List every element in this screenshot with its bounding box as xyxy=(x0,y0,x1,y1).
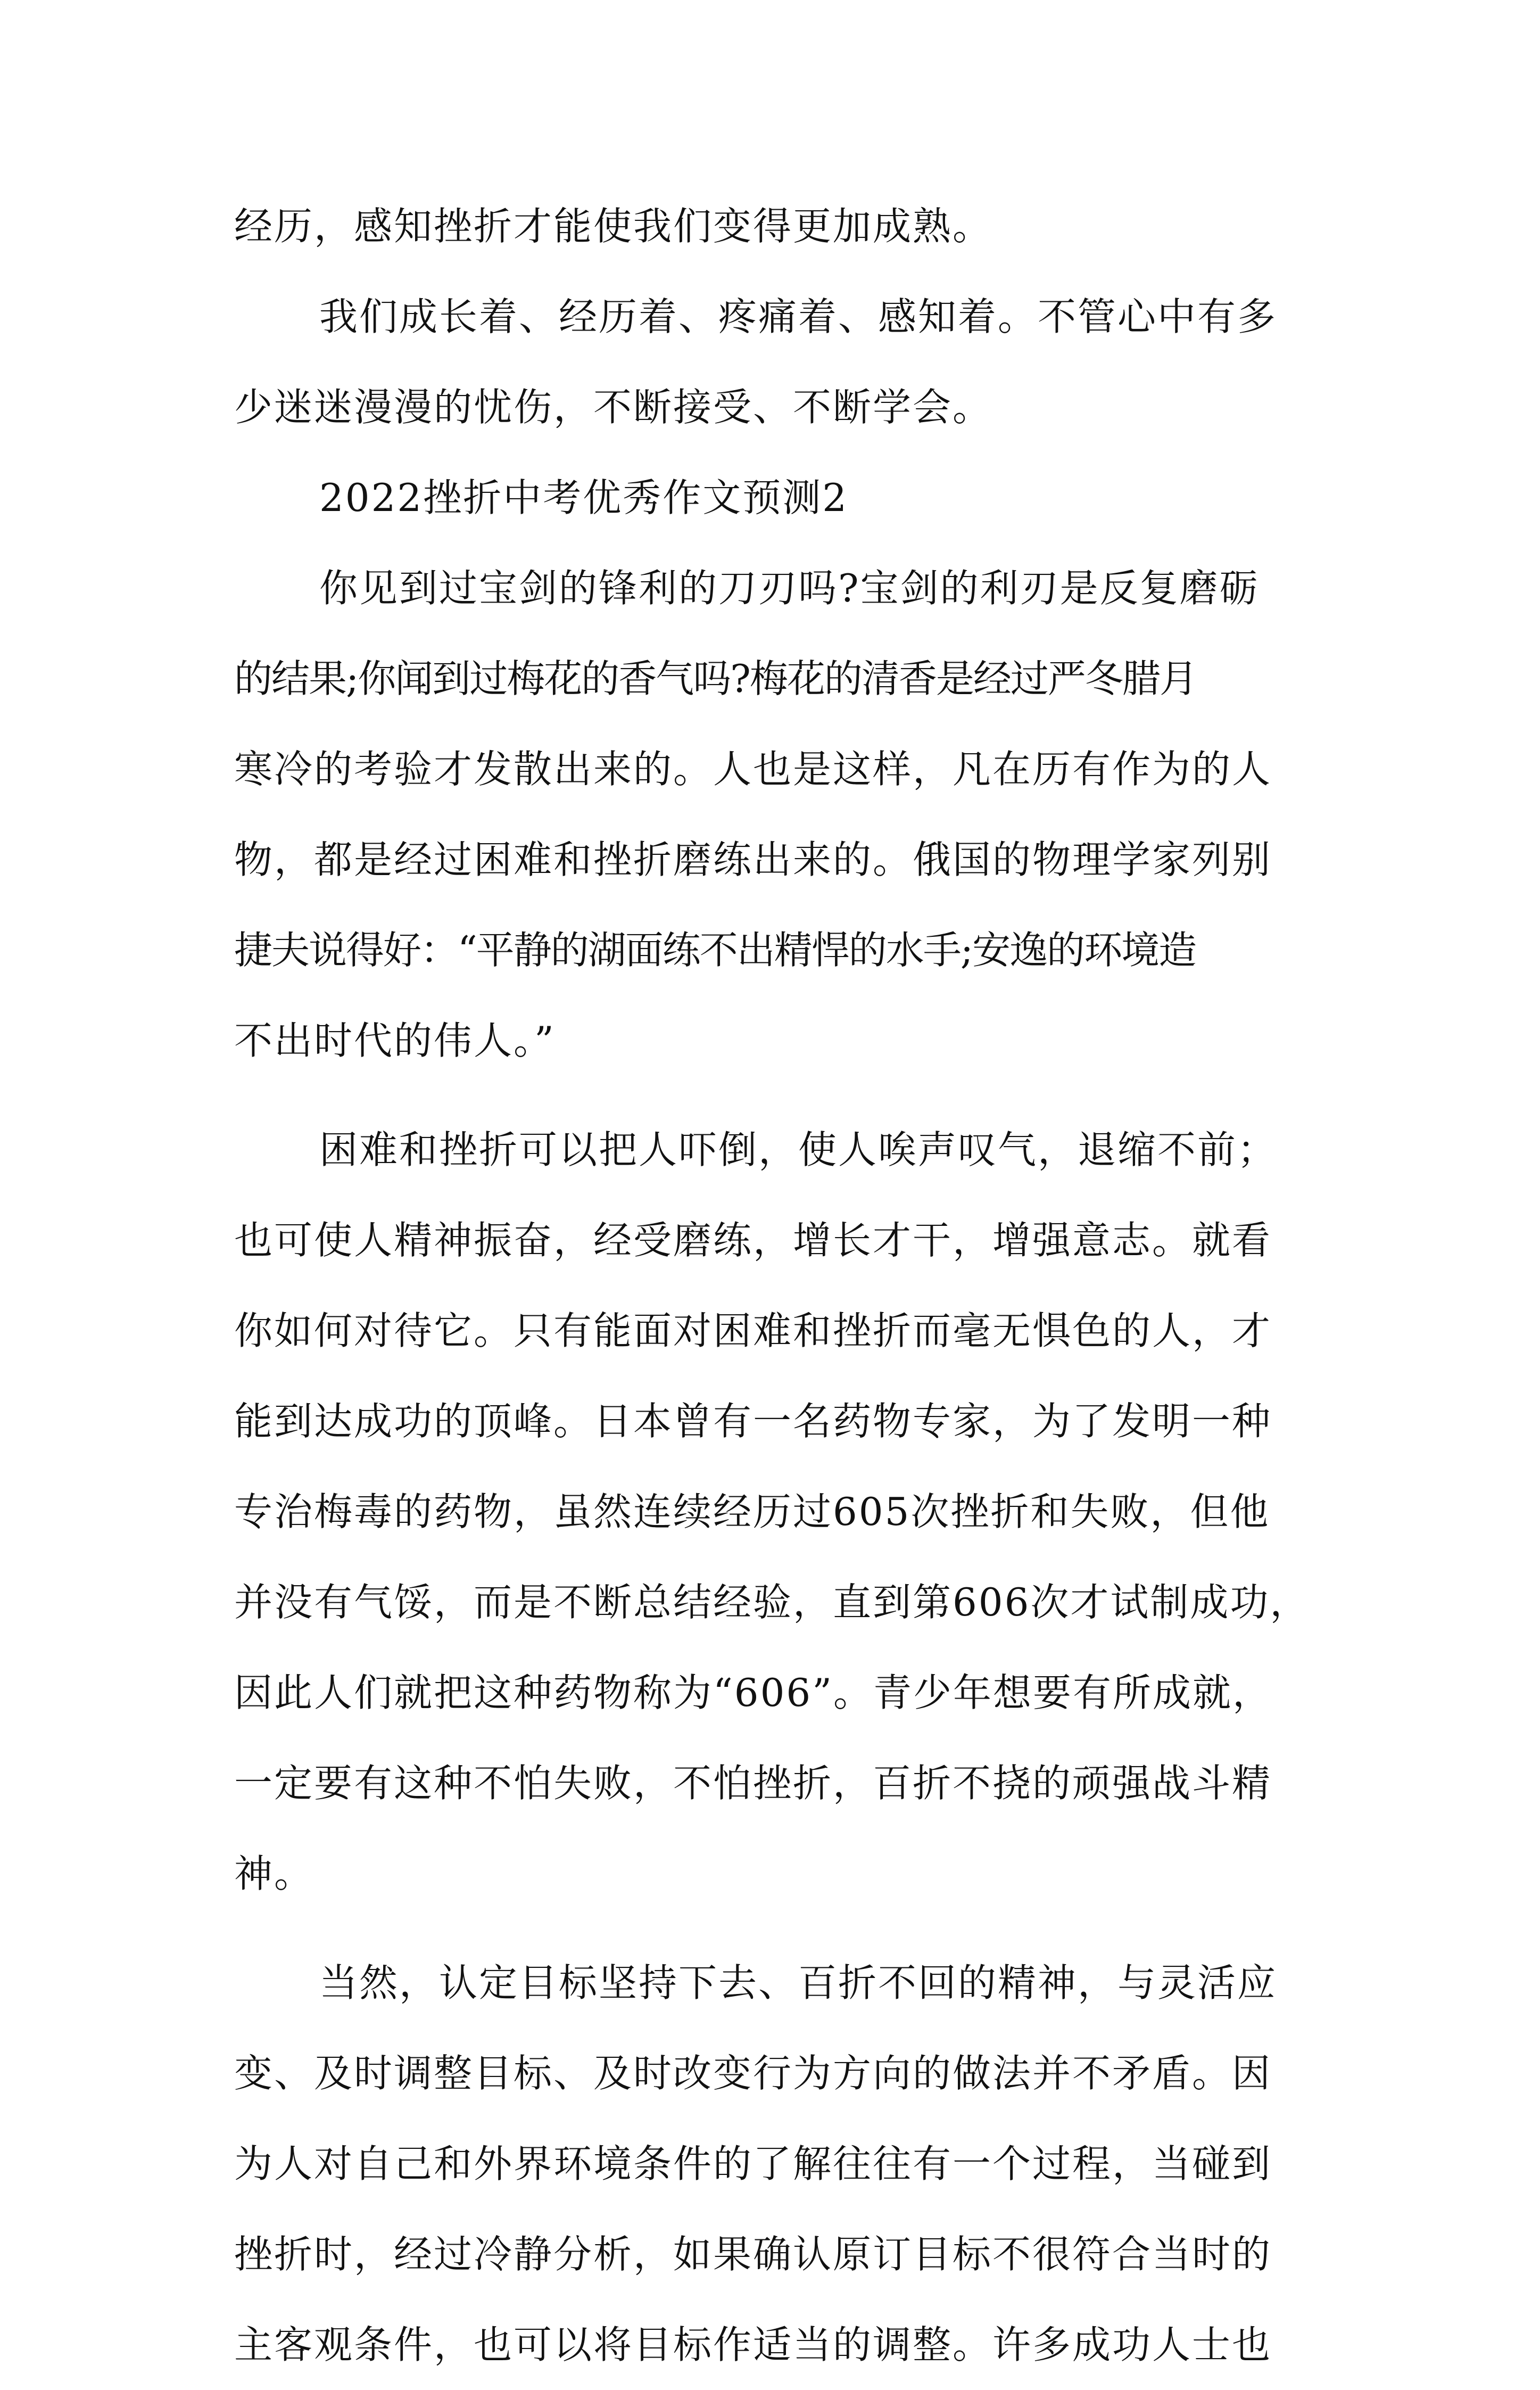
text-line: 少迷迷漫漫的忧伤，不断接受、不断学会。 xyxy=(234,385,993,430)
text-line: 也可使人精神振奋，经受磨练，增长才干，增强意志。就看 xyxy=(234,1218,1272,1263)
text-line: 能到达成功的顶峰。日本曾有一名药物专家，为了发明一种 xyxy=(234,1399,1272,1444)
paragraph-line: 我们成长着、经历着、疼痛着、感知着。不管心中有多 xyxy=(319,294,1278,339)
text-line: 挫折时，经过冷静分析，如果确认原订目标不很符合当时的 xyxy=(234,2232,1272,2277)
text-line: 物，都是经过困难和挫折磨练出来的。俄国的物理学家列别 xyxy=(234,837,1272,882)
text-line: 变、及时调整目标、及时改变行为方向的做法并不矛盾。因 xyxy=(234,2051,1272,2096)
text-line: 专治梅毒的药物，虽然连续经历过605次挫折和失败，但他 xyxy=(234,1489,1270,1534)
paragraph-line: 当然，认定目标坚持下去、百折不回的精神，与灵活应 xyxy=(319,1960,1278,2005)
text-line: 并没有气馁，而是不断总结经验，直到第606次才试制成功， xyxy=(234,1580,1310,1625)
text-line: 神。 xyxy=(234,1851,314,1896)
text-line: 你如何对待它。只有能面对困难和挫折而毫无惧色的人，才 xyxy=(234,1308,1272,1353)
text-line: 主客观条件，也可以将目标作适当的调整。许多成功人士也 xyxy=(234,2322,1272,2367)
text-line: 的结果;你闻到过梅花的香气吗?梅花的清香是经过严冬腊月 xyxy=(234,656,1197,701)
text-line: 因此人们就把这种药物称为“606”。青少年想要有所成就， xyxy=(234,1670,1273,1715)
text-line: 一定要有这种不怕失败，不怕挫折，百折不挠的顽强战斗精 xyxy=(234,1761,1272,1806)
paragraph-line: 你见到过宝剑的锋利的刀刃吗?宝剑的利刃是反复磨砺 xyxy=(319,566,1260,611)
text-line: 寒冷的考验才发散出来的。人也是这样，凡在历有作为的人 xyxy=(234,747,1272,792)
text-line: 经历，感知挫折才能使我们变得更加成熟。 xyxy=(234,204,993,249)
section-heading: 2022挫折中考优秀作文预测2 xyxy=(319,475,849,520)
text-line: 为人对自己和外界环境条件的了解往往有一个过程，当碰到 xyxy=(234,2141,1272,2186)
text-line: 不出时代的伟人。” xyxy=(234,1018,556,1063)
paragraph-line: 困难和挫折可以把人吓倒，使人唉声叹气，退缩不前； xyxy=(319,1127,1278,1172)
text-line: 捷夫说得好：“平静的湖面练不出精悍的水手;安逸的环境造 xyxy=(234,928,1196,973)
